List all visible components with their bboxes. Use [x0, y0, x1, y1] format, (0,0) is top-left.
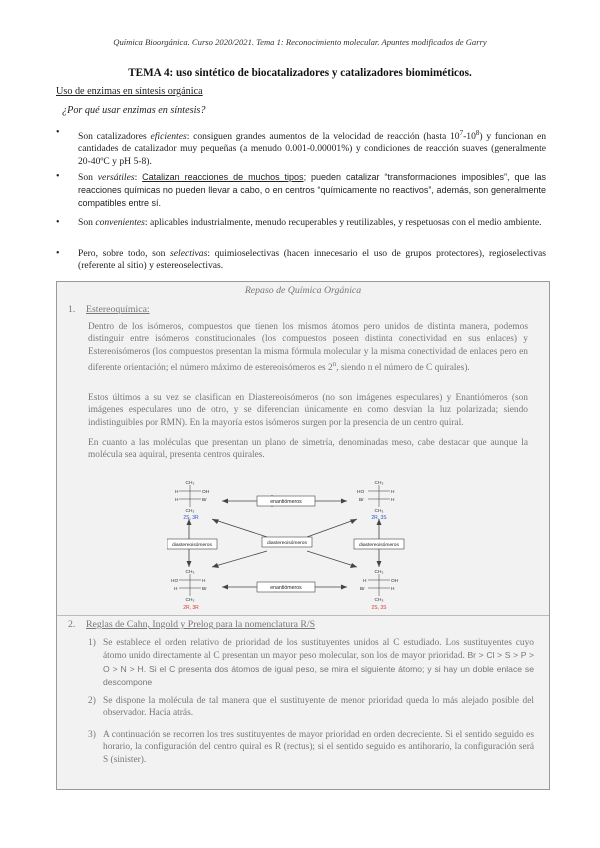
svg-text:diastereoisómeros: diastereoisómeros — [172, 543, 212, 548]
label-enantiomeros-top — [257, 496, 315, 506]
svg-text:HO: HO — [357, 490, 365, 495]
svg-text:CH₃: CH₃ — [374, 481, 384, 486]
svg-text:enantiómeros: enantiómeros — [270, 499, 302, 505]
paragraph-isomeros: Dentro de los isómeros, compuestos que tienen los mismos átomos pero unidos de distinta manera, podemos distinguir entre isómeros constitucionales (los compuestos poseen distinta conectividad en sus enlaces) y Estereoisómeros (los compuestos presentan la misma fórmula molecular y la misma conectividad de enlaces pero en diferente orientación; el número máximo de estereoisómeros es 2$^n$, siendo n el número de C quirales). — [88, 322, 528, 374]
rule-3: 3) A continuación se recorren los tres sustituyentes de mayor prioridad en orden decreciente. Si el sentido seguido es horario, la configuración del centro quiral es R (rectus); si el sentido seguido es antihorario, la configuración será S (sinister). — [88, 730, 534, 765]
bullet-dot: • — [56, 127, 60, 138]
paragraph-meso: En cuanto a las moléculas que presentan un plano de simetría, denominadas meso, cabe destacar que aunque la molécula sea aquiral, presenta centros quirales. — [88, 438, 528, 461]
svg-text:H: H — [391, 587, 395, 592]
label-diastereoisomeros-left — [167, 539, 217, 549]
section-divider — [57, 615, 549, 616]
svg-text:CH₃: CH₃ — [185, 509, 195, 514]
section-subheading: Uso de enzimas en síntesis orgánica — [56, 86, 203, 97]
svg-text:CH₃: CH₃ — [185, 481, 195, 486]
label-diastereoisomeros-center — [262, 537, 312, 547]
svg-text:CH₃: CH₃ — [185, 598, 195, 603]
molecule-bottom-left — [171, 569, 207, 603]
svg-text:H: H — [363, 579, 367, 584]
bullet-dot: • — [56, 248, 60, 259]
svg-text:HO: HO — [171, 579, 179, 584]
svg-text:H: H — [175, 498, 179, 503]
svg-text:OH: OH — [202, 490, 210, 495]
svg-text:OH: OH — [391, 579, 399, 584]
review-box-title: Repaso de Química Orgánica — [244, 285, 362, 296]
svg-text:CH₃: CH₃ — [185, 570, 195, 575]
molecule-top-left — [175, 480, 210, 514]
bullet-selectivas: • Pero, sobre todo, son selectivas: quimioselectivas (hacen innecesario el uso de grupos protectores), regioselectivas (referente al sitio) y estereoselectivas. — [56, 248, 546, 272]
svg-text:CH₃: CH₃ — [374, 509, 384, 514]
section-question: ¿Por qué usar enzimas en síntesis? — [62, 105, 206, 116]
svg-text:CH₃: CH₃ — [374, 598, 384, 603]
svg-text:Br: Br — [360, 587, 365, 592]
bullet-eficientes: • Son catalizadores eficientes: consiguen grandes aumentos de la velocidad de reacción (hasta $10^7-10^8$) y funcionan en cantidades de catalizador muy pequeñas (a menudo 0.001-0.00001%) y condiciones de reacción suaves (generalmente 20-40ºC y pH 5-8). — [56, 127, 547, 167]
molecule-top-right — [357, 480, 395, 514]
svg-text:H: H — [174, 587, 178, 592]
bullet-dot: • — [56, 217, 60, 228]
svg-text:H: H — [202, 579, 206, 584]
svg-text:diastereoisómeros: diastereoisómeros — [267, 541, 307, 546]
config-label-2R3S: 2R, 3S — [371, 515, 387, 521]
page-header: Química Bioorgánica. Curso 2020/2021. Tema 1: Reconocimiento molecular. Apuntes modificados de Garry — [113, 37, 487, 47]
svg-text:enantiómeros: enantiómeros — [270, 585, 302, 591]
svg-text:CH₃: CH₃ — [374, 570, 384, 575]
page-title: TEMA 4: uso sintético de biocatalizadores y catalizadores biomiméticos. — [128, 67, 472, 79]
config-label-2R3R: 2R, 3R — [183, 605, 199, 611]
svg-text:diastereoisómeros: diastereoisómeros — [359, 543, 399, 548]
label-enantiomeros-bottom — [257, 582, 315, 592]
label-diastereoisomeros-right — [354, 539, 404, 549]
section-heading: Estereoquímica: — [86, 304, 150, 315]
molecule-bottom-right — [360, 569, 399, 603]
svg-text:H: H — [175, 490, 179, 495]
rule-1: 1) Se establece el orden relativo de prioridad de los sustituyentes unidos al C estudiado. Los sustituyentes cuyo átomo unido directamente al C presentan un mayor peso molecular, son los de mayor prioridad. Br > Cl > S > P > O > N > H. Si el C presenta dos átomos de igual peso, se mira el siguiente átomo; y si hay un doble enlace se descompone — [88, 638, 534, 687]
config-label-2S3S: 2S, 3S — [371, 605, 387, 611]
bullet-versatiles: • Son versátiles: Catalizan reacciones de muchos tipos; pueden catalizar “transformaciones imposibles”, que las reacciones químicas no pueden llevar a cabo, o en centros “químicamente no reactivos”, además, son generalmente compatibles entre sí. — [56, 171, 546, 209]
svg-text:Br: Br — [202, 587, 207, 592]
config-label-2S3R: 2S, 3R — [183, 515, 199, 521]
svg-text:Br: Br — [359, 498, 364, 503]
bullet-convenientes: • Son convenientes: aplicables industrialmente, menudo recuperables y reutilizables, y respetuosas con el medio ambiente. — [56, 217, 542, 228]
stereoisomer-diagram — [167, 479, 407, 614]
svg-text:Br: Br — [202, 498, 207, 503]
review-box: Repaso de Química Orgánica 1. Estereoquímica: Dentro de los isómeros, compuestos que tienen los mismos átomos pero unidos de distinta manera, podemos distinguir entre isómeros constitucionales (los compuestos poseen distinta conectividad en sus enlaces) y Estereoisómeros (los compuestos presentan la misma fórmula molecular y la misma conectividad de enlaces pero en diferente orientación; el número máximo de estereoisómeros es 2$^n$, siendo n el número de C quirales). Estos últimos a su vez se clasifican en Diastereoisómeros (no son imágenes especulares) y Enantiómeros (son imágenes especulares uno de otro, y se diferencian únicamente en como desvían la luz polarizada; siendo indistinguibles por RMN). En la mayoría estos isómeros surgen por la presencia de un centro quiral. En cuanto a las moléculas que presentan un plano de simetría, denominadas meso, cabe destacar que aunque la molécula sea aquiral, presenta centros quirales. CH₃ H OH H Br CH₃ 2S, 3R CH₃ HO H Br H CH₃ 2R, 3S CH₃ HO H H Br CH₃ 2R, 3R CH₃ H OH Br H CH₃ 2S, 3S enantiómeros enantiómeros diastereoisómeros diastereoisómeros diastereoisómeros 2. Reglas de Cahn, Ingold y Prelog para la nomenclatura R/S 1) Se establece el orden relativo de prioridad de los sustituyentes unidos al C estudiado. Los sustituyentes cuyo átomo unido directamente al C presentan un mayor peso molecular, son los de mayor prioridad. Br > Cl > S > P > O > N > H. Si el C presenta dos átomos de igual peso, se mira el siguiente átomo; y si hay un doble enlace se descompone 2) Se dispone la molécula de tal manera que el sustituyente de menor prioridad queda lo más alejado posible del observador. Hacia atrás. 3) A continuación se recorren los tres sustituyentes de mayor prioridad en orden decreciente. Si el sentido seguido es horario, la configuración del centro quiral es R (rectus); si el sentido seguido es antihorario, la configuración será S (sinister). — [56, 281, 550, 790]
bullet-dot: • — [56, 171, 60, 182]
svg-text:H: H — [391, 490, 395, 495]
rule-2: 2) Se dispone la molécula de tal manera que el sustituyente de menor prioridad queda lo más alejado posible del observador. Hacia atrás. — [88, 696, 534, 719]
svg-text:H: H — [391, 498, 395, 503]
paragraph-clasificacion: Estos últimos a su vez se clasifican en Diastereoisómeros (no son imágenes especulares) y Enantiómeros (son imágenes especulares uno de otro, y se diferencian únicamente en como desvían la luz polarizada; siendo indistinguibles por RMN). En la mayoría estos isómeros surgen por la presencia de un centro quiral. — [88, 393, 528, 428]
section-heading: Reglas de Cahn, Ingold y Prelog para la nomenclatura R/S — [86, 619, 316, 630]
